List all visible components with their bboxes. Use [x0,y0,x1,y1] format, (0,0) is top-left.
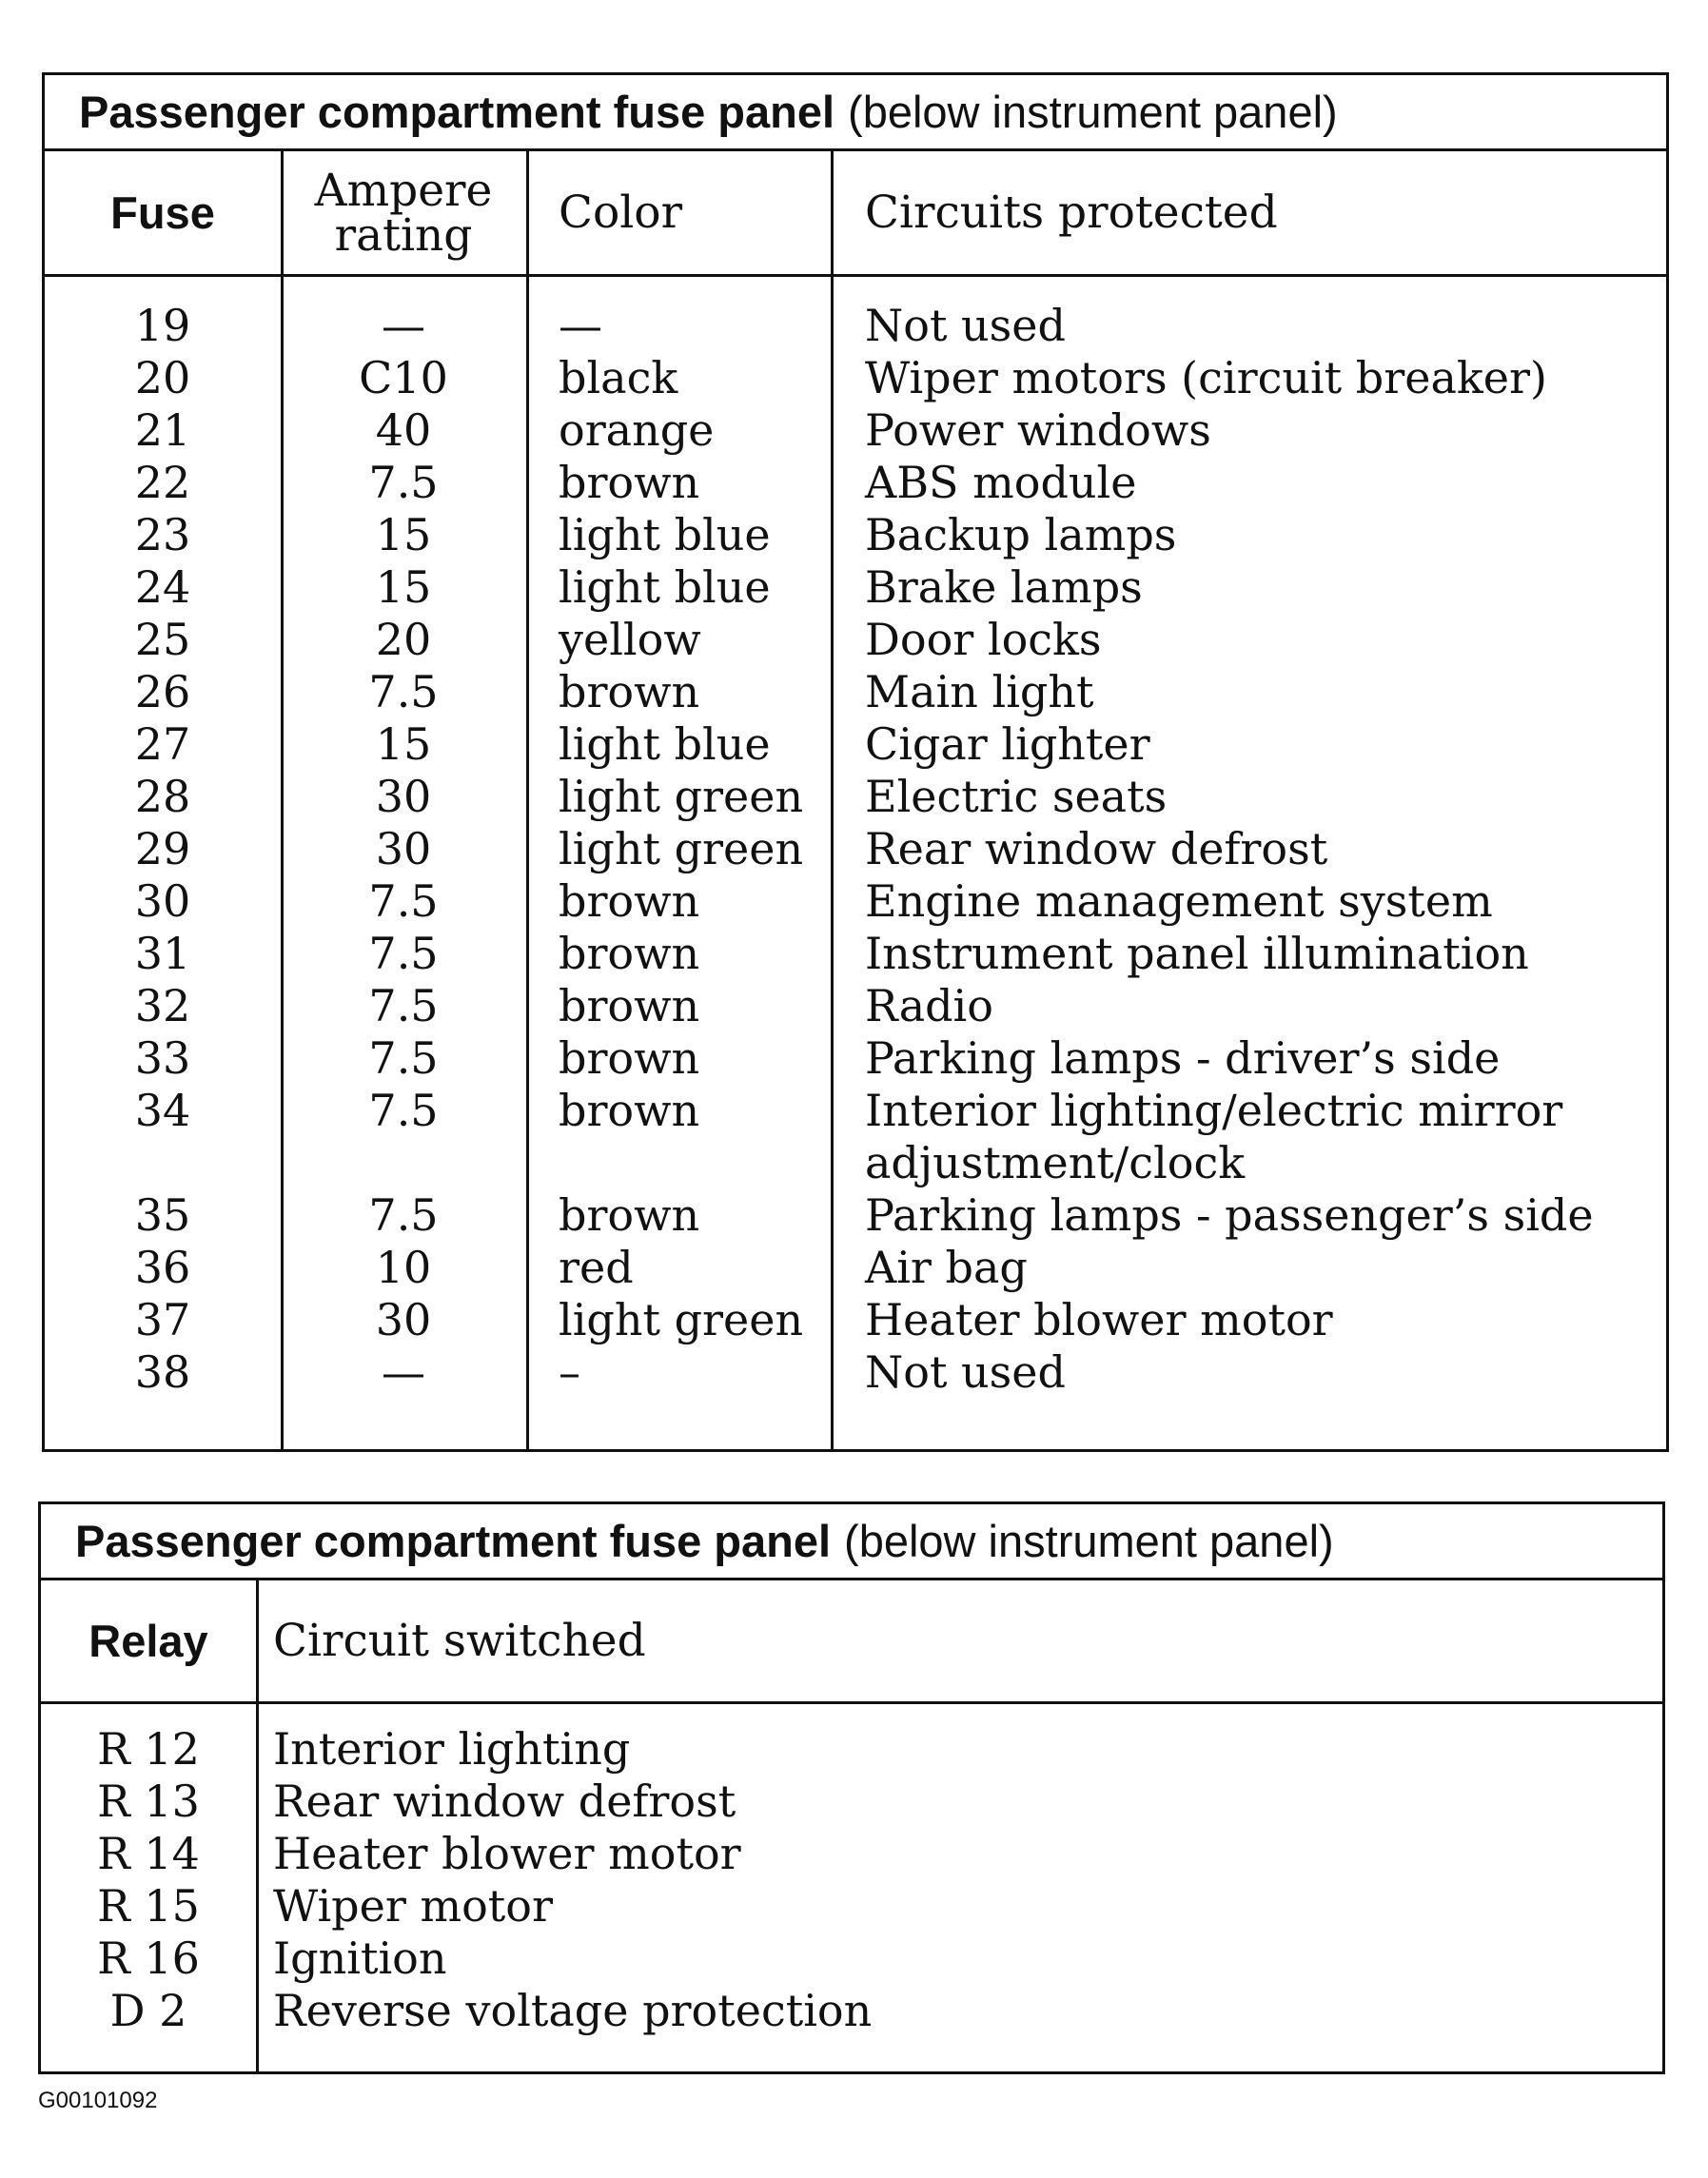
circuit-switched: Heater blower motor [273,1828,741,1879]
ampere-rating: 15 [375,509,432,560]
header-color: Color [559,186,683,239]
header-fuse: Fuse [110,187,215,238]
table-row [45,980,1666,1032]
fuse-color: brown [559,1032,700,1084]
circuit-protected: Instrument panel illumination [865,928,1529,979]
ampere-rating: 10 [375,1242,432,1293]
fuse-color: red [559,1242,634,1293]
ampere-rating: 30 [375,1294,432,1345]
ampere-rating: 7.5 [368,1032,439,1084]
fuse-table-title-sub: (below instrument panel) [848,87,1338,137]
relay-id: R 14 [97,1828,200,1879]
relay-table-title-sub: (below instrument panel) [844,1516,1334,1566]
fuse-table-title [45,75,1666,151]
header-ampere-rating [281,151,526,274]
fuse-number: 19 [134,300,191,351]
circuit-protected: Interior lighting/electric mirror adjustment/clock [865,1085,1563,1188]
ampere-rating: — [382,1346,425,1398]
table-row [45,1085,1666,1189]
circuit-protected: Not used [865,1346,1066,1398]
header-ampere-line1: Ampere [314,164,493,217]
circuit-protected: Heater blower motor [865,1294,1333,1345]
table-row [41,1985,1662,2037]
fuse-number: 21 [134,404,191,456]
circuit-protected: Radio [865,980,993,1031]
table-row [45,1032,1666,1085]
table-row [41,1828,1662,1880]
fuse-color: brown [559,875,700,927]
fuse-number: 31 [134,928,191,979]
table-row [45,300,1666,352]
table-row [45,718,1666,771]
circuit-switched: Reverse voltage protection [273,1985,873,2036]
fuse-number: 32 [134,980,191,1031]
fuse-color: light blue [559,561,771,613]
table-row [45,509,1666,561]
fuse-number: 33 [134,1032,191,1084]
ampere-rating: C10 [359,352,448,403]
relay-table-header [41,1580,1662,1704]
table-row [41,1933,1662,1985]
fuse-number: 30 [134,875,191,927]
circuit-protected: Main light [865,666,1094,717]
circuit-protected: Wiper motors (circuit breaker) [865,352,1547,403]
table-row [45,771,1666,823]
relay-id: R 12 [97,1723,200,1775]
relay-id: D 2 [109,1985,187,2036]
circuit-protected: Power windows [865,404,1211,456]
ampere-rating: 30 [375,823,432,874]
table-row [45,561,1666,614]
fuse-number: 24 [134,561,191,613]
header-ampere-line2: rating [334,208,473,262]
fuse-color: light green [559,1294,804,1345]
ampere-rating: 7.5 [368,666,439,717]
table-row [45,1294,1666,1346]
fuse-color: brown [559,980,700,1031]
relay-id: R 13 [97,1776,200,1827]
ampere-rating: 7.5 [368,1189,439,1241]
ampere-rating: 7.5 [368,457,439,508]
fuse-table-title-bold: Passenger compartment fuse panel [79,87,835,137]
ampere-rating: — [382,300,425,351]
ampere-rating: 30 [375,771,432,822]
fuse-color: brown [559,666,700,717]
table-row [45,875,1666,928]
relay-id: R 15 [97,1880,200,1932]
fuse-number: 22 [134,457,191,508]
relay-table [38,1501,1665,2074]
fuse-number: 20 [134,352,191,403]
ampere-rating: 7.5 [368,1085,439,1136]
fuse-number: 36 [134,1242,191,1293]
relay-id: R 16 [97,1933,200,1984]
fuse-color: light green [559,823,804,874]
ampere-rating: 7.5 [368,980,439,1031]
circuit-protected: Electric seats [865,771,1168,822]
table-row [45,614,1666,666]
fuse-color: — [559,300,602,351]
circuit-protected: Parking lamps - driver’s side [865,1032,1501,1084]
fuse-number: 38 [134,1346,191,1398]
relay-table-title-bold: Passenger compartment fuse panel [75,1516,832,1566]
circuit-protected: ABS module [865,457,1137,508]
fuse-number: 35 [134,1189,191,1241]
fuse-table-body [45,277,1666,1399]
fuse-color: light blue [559,718,771,770]
table-row [45,1242,1666,1294]
table-row [45,404,1666,457]
circuit-switched: Ignition [273,1933,447,1984]
fuse-color: – [559,1346,580,1398]
relay-table-body [41,1704,1662,2037]
circuit-protected: Parking lamps - passenger’s side [865,1189,1594,1241]
table-row [45,1346,1666,1399]
fuse-number: 28 [134,771,191,822]
header-relay: Relay [88,1616,208,1666]
ampere-rating: 15 [375,718,432,770]
fuse-color: brown [559,1189,700,1241]
fuse-color: brown [559,1085,700,1136]
ampere-rating: 7.5 [368,928,439,979]
ampere-rating: 7.5 [368,875,439,927]
circuit-protected: Backup lamps [865,509,1177,560]
table-row [45,666,1666,718]
header-circuit-switched: Circuit switched [273,1615,646,1667]
circuit-protected: Door locks [865,614,1102,665]
table-row [41,1776,1662,1828]
table-row [45,823,1666,875]
table-row [41,1723,1662,1776]
fuse-color: orange [559,404,715,456]
table-row [45,457,1666,509]
table-row [45,928,1666,980]
circuit-protected: Cigar lighter [865,718,1150,770]
header-circuits-protected: Circuits protected [865,186,1278,239]
circuit-switched: Interior lighting [273,1723,631,1775]
fuse-color: light blue [559,509,771,560]
fuse-color: black [559,352,678,403]
fuse-color: light green [559,771,804,822]
ampere-rating: 40 [375,404,432,456]
relay-table-title [41,1504,1662,1580]
fuse-table [42,72,1669,1452]
fuse-number: 34 [134,1085,191,1136]
circuit-switched: Wiper motor [273,1880,553,1932]
fuse-number: 37 [134,1294,191,1345]
fuse-table-header [45,151,1666,277]
fuse-number: 26 [134,666,191,717]
circuit-protected: Not used [865,300,1066,351]
table-row [45,1189,1666,1242]
fuse-number: 23 [134,509,191,560]
table-row [41,1880,1662,1933]
fuse-number: 29 [134,823,191,874]
ampere-rating: 20 [375,614,432,665]
circuit-protected: Engine management system [865,875,1493,927]
fuse-color: brown [559,928,700,979]
ampere-rating: 15 [375,561,432,613]
circuit-protected: Brake lamps [865,561,1143,613]
table-row [45,352,1666,404]
circuit-protected: Air bag [865,1242,1028,1293]
circuit-protected: Rear window defrost [865,823,1328,874]
figure-id: G00101092 [38,2088,158,2113]
fuse-color: brown [559,457,700,508]
fuse-number: 27 [134,718,191,770]
fuse-color: yellow [559,614,701,665]
fuse-number: 25 [134,614,191,665]
circuit-switched: Rear window defrost [273,1776,736,1827]
